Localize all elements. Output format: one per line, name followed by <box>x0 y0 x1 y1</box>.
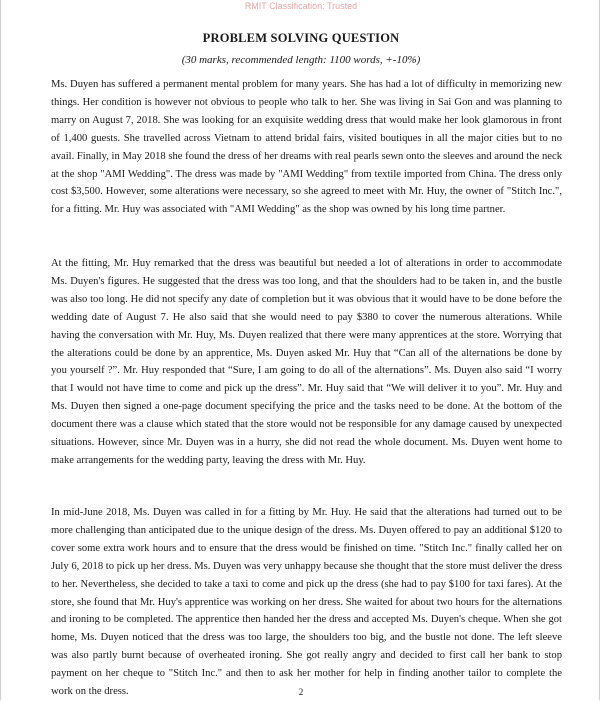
document-title: PROBLEM SOLVING QUESTION <box>202 31 400 45</box>
classification-label: RMIT Classification: Trusted <box>244 1 358 11</box>
paragraph-3: In mid-June 2018, Ms. Duyen was called in for a fitting by Mr. Huy. He said that the alterations had turned out to be more challenging than anticipated due to the unique design of the dress. Ms. Duyen offered to pay an additional $120 to cover some extra work hours and to ensure that the dress would be finished on time. "Stitch Inc." finally called her on July 6, 2018 to pick up her dress. Ms. Duyen was very unhappy because she thought that the store must deliver the dress to her. Nevertheless, she decided to take a taxi to come and pick up the dress (she had to pay $100 for taxi fares). At the store, she found that Mr. Huy's apprentice was working on her dress. She waited for about two hours for the alternations and ironing to be completed. The apprentice then handed her the dress and accepted Ms. Duyen's cheque. When she got home, Ms. Duyen noticed that the dress was too large, the shoulders too big, and the bustle not done. The left sleeve was also partly burnt because of overheated ironing. She got really angry and decided to first call her bank to stop payment on her cheque to "Stitch Inc." and then to ask her mother for help in finding another tailor to complete the work on the dress. <box>51 507 562 698</box>
page-number: 2 <box>298 687 304 697</box>
document-subtitle: (30 marks, recommended length: 1100 words, +-10%) <box>181 54 421 66</box>
paragraph-2: At the fitting, Mr. Huy remarked that the dress was beautiful but needed a lot of alterations in order to accommodate Ms. Duyen's figures. He suggested that the dress was too long, and that the shoulders had to be taken in, and the bustle was also too long. He did not specify any date of completion but it was obvious that it would have to be done before the wedding date of August 7. He also said that she would need to pay $380 to cover the numerous alterations. While having the conversation with Mr. Huy, Ms. Duyen realized that there were many apprentices at the store. Worrying that the alterations could be done by an apprentice, Ms. Duyen asked Mr. Huy that “Can all of the alternations be done by you yourself ?”. Mr. Huy responded that “Sure, I am going to do all of the alternations”. Ms. Duyen also said “I worry that I would not have time to come and pick up the dress”. Mr. Huy said that “We will deliver it to you”. Mr. Huy and Ms. Duyen then signed a one-page document specifying the price and the tasks need to be done. At the bottom of the document there was a clause which stated that the store would not be responsible for any damage caused by unexpected situations. However, since Mr. Duyen was in a hurry, she did not read the whole document. Ms. Duyen went home to make arrangements for the wedding party, leaving the dress with Mr. Huy. <box>51 258 562 466</box>
paragraph-1: Ms. Duyen has suffered a permanent mental problem for many years. She has had a lot of difficulty in memorizing new things. Her condition is however not obvious to people who talk to her. She was living in Sai Gon and was planning to marry on August 7, 2018. She was looking for an exquisite wedding dress that would make her look glamorous in front of 1,400 guests. She travelled across Vietnam to attend bridal fairs, visited boutiques in all the major cities but to no avail. Finally, in May 2018 she found the dress of her dreams with real pearls sewn onto the sleeves and around the neck at the shop "AMI Wedding". The dress was made by "AMI Wedding" from textile imported from China. The dress only cost $3,500. However, some alterations were necessary, so she agreed to meet with Mr. Huy, the owner of "Stitch Inc.", for a fitting. Mr. Huy was associated with "AMI Wedding" as the shop was owned by his long time partner. <box>51 79 562 216</box>
